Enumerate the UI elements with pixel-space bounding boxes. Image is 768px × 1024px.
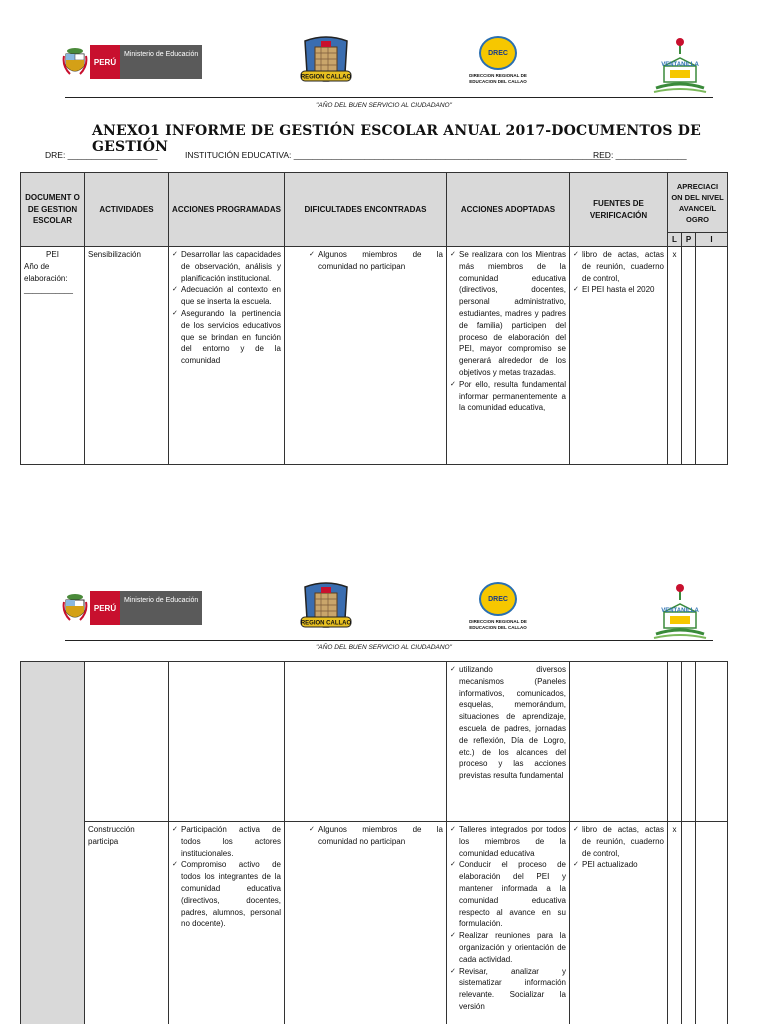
header-p: P — [682, 233, 696, 247]
ministerio-label: Ministerio de Educación — [120, 591, 202, 625]
header-acciones-adoptadas: ACCIONES ADOPTADAS — [447, 173, 570, 247]
header-divider — [65, 97, 713, 98]
list-item: ✓ Conducir el proceso de elaboración del PEI y mantener informada a la comunidad educativa respecto al avance en su formulación. — [450, 859, 566, 930]
table-row — [21, 662, 728, 822]
header-acciones-programadas: ACCIONES PROGRAMADAS — [169, 173, 285, 247]
header-i: I — [696, 233, 728, 247]
table-row — [21, 247, 728, 465]
list-item: ✓ Revisar, analizar y sistematizar información relevante. Socializar la versión — [450, 966, 566, 1013]
documento-cell — [21, 662, 85, 1024]
adoptadas-cell — [447, 247, 570, 465]
peru-label: PERÚ — [90, 591, 120, 625]
header-fuentes: FUENTES DE VERIFICACIÓN — [570, 173, 668, 247]
region-callao-label: REGION CALLAO — [300, 74, 352, 81]
header-documento: DOCUMENT O DE GESTION ESCOLAR — [21, 173, 85, 247]
logro-mark: x — [668, 247, 682, 465]
drec-logo — [462, 36, 534, 96]
adoptadas-cell — [447, 662, 570, 822]
list-item: ✓ Algunos miembros de la comunidad no participan — [309, 824, 443, 848]
institucion-field: INSTITUCIÓN EDUCATIVA: ___________________________________________________________________ — [185, 150, 611, 160]
peru-shield-icon — [62, 46, 88, 78]
actividad-cell: Construcción participa — [85, 822, 169, 1024]
fuentes-cell — [570, 822, 668, 1024]
list-item: ✓ Por ello, resulta fundamental informar permanentemente a la comunidad educativa, — [450, 379, 566, 414]
document-title: ANEXO1 INFORME DE GESTIÓN ESCOLAR ANUAL 2017-DOCUMENTOS DE GESTIÓN — [92, 123, 701, 155]
list-item: ✓ Participación activa de todos los actores institucionales. — [172, 824, 281, 859]
documento-cell — [21, 247, 85, 465]
list-item: ✓ Asegurando la pertinencia de los servicios educativos que se brindan en función del entorno y de la comunidad — [172, 308, 281, 367]
documento-year: Año de elaboración: ___________ — [24, 261, 73, 295]
red-field: RED: _______________ — [593, 150, 687, 160]
actividad-cell: Sensibilización — [85, 247, 169, 465]
proceso-cell — [682, 662, 696, 822]
adoptadas-cell — [447, 822, 570, 1024]
inicio-cell — [696, 662, 728, 822]
list-item: ✓ Talleres integrados por todos los miembros de la comunidad educativa — [450, 824, 566, 859]
fuentes-cell — [570, 247, 668, 465]
list-item: ✓ libro de actas, actas de reunión, cuaderno de control, — [573, 249, 664, 284]
dificultades-cell — [285, 247, 447, 465]
page-gap — [0, 490, 768, 560]
list-item: ✓ PEI actualizado — [573, 859, 664, 871]
inicio-cell — [696, 822, 728, 1024]
logro-cell — [668, 662, 682, 822]
header-actividades: ACTIVIDADES — [85, 173, 169, 247]
programadas-cell — [169, 662, 285, 822]
peru-label: PERÚ — [90, 45, 120, 79]
ministerio-logo — [62, 44, 202, 80]
drec-name: DIRECCION REGIONAL DE EDUCACION DEL CALLAO — [469, 619, 527, 630]
programadas-cell — [169, 247, 285, 465]
region-callao-logo — [297, 579, 355, 637]
dificultades-cell — [285, 822, 447, 1024]
drec-emblem: DREC — [479, 36, 517, 70]
list-item: ✓ Adecuación al contexto en que se inserta la escuela. — [172, 284, 281, 308]
header-l: L — [668, 233, 682, 247]
page-header — [0, 30, 768, 100]
list-item: ✓ Algunos miembros de la comunidad no participan — [309, 249, 443, 273]
header-divider — [65, 640, 713, 641]
proceso-cell — [682, 247, 696, 465]
motto: "AÑO DEL BUEN SERVICIO AL CIUDADANO" — [316, 102, 452, 109]
page-header — [0, 576, 768, 646]
ventanilla-logo — [650, 36, 710, 98]
peru-shield-icon — [62, 592, 88, 624]
document-page-1 — [0, 0, 768, 490]
drec-name: DIRECCION REGIONAL DE EDUCACION DEL CALLAO — [469, 73, 527, 84]
fuentes-cell — [570, 662, 668, 822]
inicio-cell — [696, 247, 728, 465]
drec-logo — [462, 582, 534, 642]
header-apreciacion: APRECIACI ON DEL NIVEL AVANCE/L OGRO — [668, 173, 728, 233]
ventanilla-label: VENTANILLA — [661, 62, 699, 68]
ministerio-label: Ministerio de Educación — [120, 45, 202, 79]
programadas-cell — [169, 822, 285, 1024]
ministerio-logo — [62, 590, 202, 626]
list-item: ✓ Se realizara con los Mientras más miembros de la comunidad educativa (directivos, docentes, personal administrativo, estudiantes, madres y padres de familia) participen del proceso de elaboración del PEI, mayor compromiso se generará alrededor de los objetivos y metas trazadas. — [450, 249, 566, 379]
dificultades-cell — [285, 662, 447, 822]
actividad-cell — [85, 662, 169, 822]
header-dificultades: DIFICULTADES ENCONTRADAS — [285, 173, 447, 247]
list-item: ✓ El PEI hasta el 2020 — [573, 284, 664, 296]
ventanilla-logo — [650, 582, 710, 644]
documento-name: PEI — [46, 250, 59, 259]
table-row — [21, 822, 728, 1024]
list-item: ✓ Compromiso activo de todos los integrantes de la comunidad educativa (directivos, docentes, padres, alumnos, personal no docente). — [172, 859, 281, 930]
region-callao-label: REGION CALLAO — [300, 620, 352, 627]
region-callao-logo — [297, 33, 355, 91]
proceso-cell — [682, 822, 696, 1024]
list-item: ✓ libro de actas, actas de reunión, cuaderno de control, — [573, 824, 664, 859]
list-item: ✓ utilizando diversos mecanismos (Paneles informativos, comunicados, esquelas, memorándum, situaciones de aprendizaje, escuela de padres, jornadas de reflexión, Día de Logro, etc.) de los alcances del proceso y las acciones previstas resulta fundamental — [450, 664, 566, 782]
motto: "AÑO DEL BUEN SERVICIO AL CIUDADANO" — [316, 644, 452, 651]
ventanilla-label: VENTANILLA — [661, 608, 699, 614]
list-item: ✓ Realizar reuniones para la organización y orientación de cada actividad. — [450, 930, 566, 965]
gestion-table — [20, 172, 728, 465]
drec-emblem: DREC — [479, 582, 517, 616]
dre-field: DRE: ___________________ — [45, 150, 158, 160]
list-item: ✓ Desarrollar las capacidades de observación, análisis y planificación institucional. — [172, 249, 281, 284]
gestion-table-continued — [20, 661, 728, 1024]
logro-mark: x — [668, 822, 682, 1024]
document-page-2 — [0, 560, 768, 1024]
